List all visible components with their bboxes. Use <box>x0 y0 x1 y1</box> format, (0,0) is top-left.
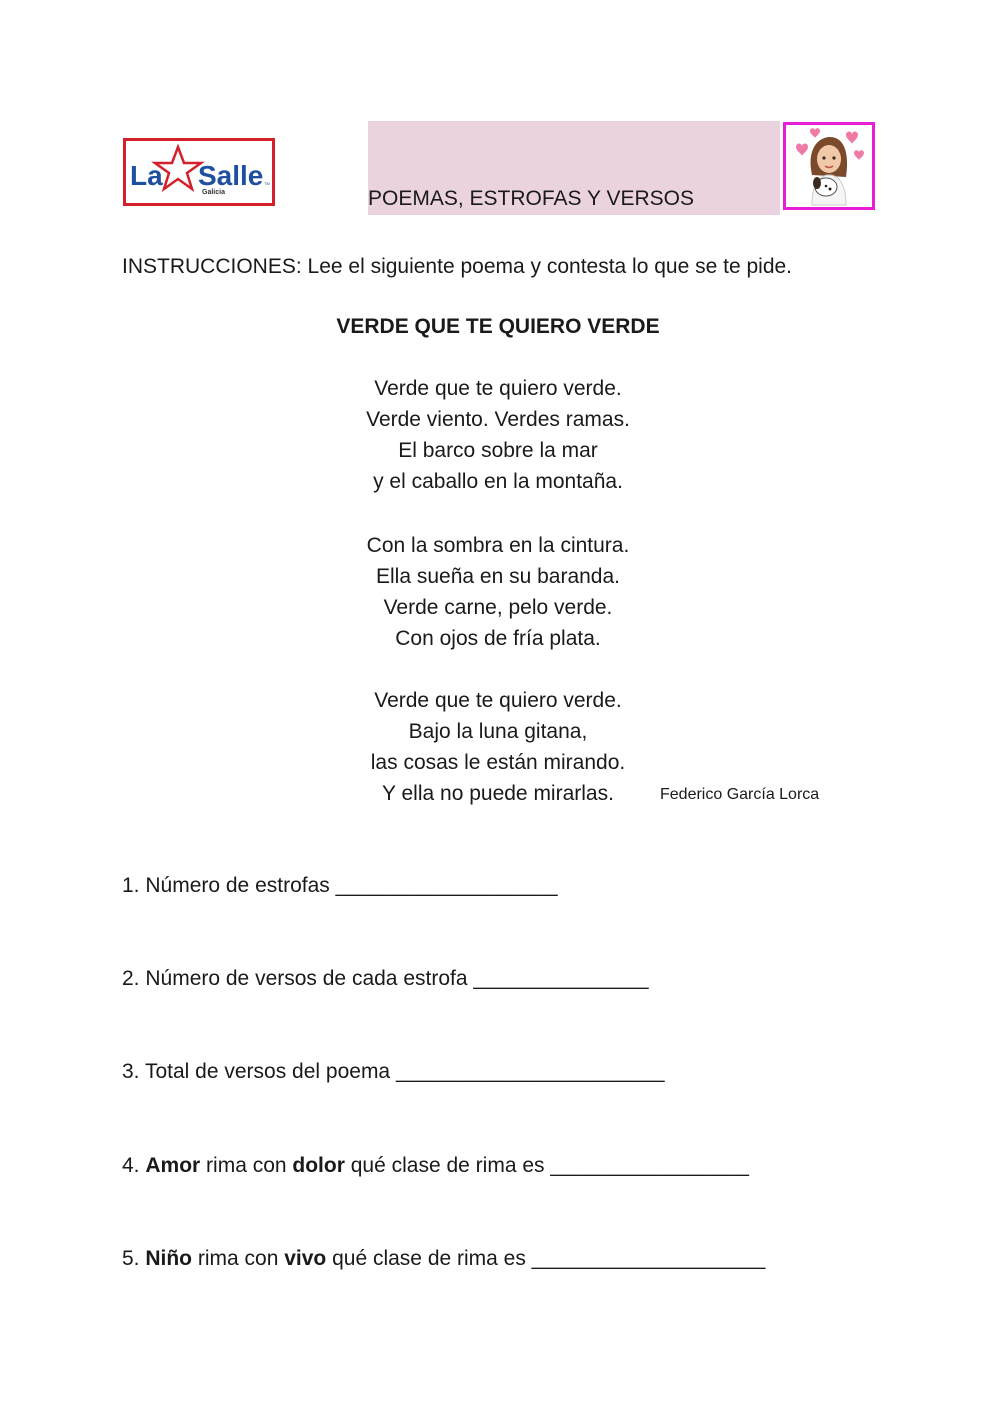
verse: Verde carne, pelo verde. <box>383 596 613 619</box>
question-3[interactable] <box>122 1060 665 1084</box>
header-band <box>368 121 780 215</box>
rhyme-word: Niño <box>145 1247 193 1270</box>
question-text: Número de versos de cada estrofa _______________ <box>139 967 649 990</box>
question-1[interactable] <box>122 874 558 898</box>
question-text: Total de versos del poema _______________________ <box>139 1060 665 1083</box>
stanza-3 <box>0 685 996 809</box>
question-number: 2. <box>122 967 140 990</box>
stanza-1 <box>0 373 996 497</box>
logo-word-left: La <box>130 160 163 191</box>
question-text: rima con <box>200 1154 293 1177</box>
avatar <box>783 122 875 210</box>
stanza-2 <box>0 530 996 654</box>
poem-author: Federico García Lorca <box>660 786 820 803</box>
question-number: 1. <box>122 874 140 897</box>
verse: y el caballo en la montaña. <box>373 470 623 493</box>
logo-subtitle: Galicia <box>202 189 225 196</box>
verse: Con ojos de fría plata. <box>395 627 601 650</box>
rhyme-word: Amor <box>145 1154 201 1177</box>
verse: El barco sobre la mar <box>398 439 598 462</box>
question-number: 3. <box>122 1060 140 1083</box>
verse: Con la sombra en la cintura. <box>366 534 630 557</box>
question-5[interactable] <box>122 1247 765 1271</box>
question-4[interactable] <box>122 1154 749 1178</box>
rhyme-word: vivo <box>284 1247 327 1270</box>
question-number: 5. <box>122 1247 140 1270</box>
verse: Verde que te quiero verde. <box>374 689 622 712</box>
verse: las cosas le están mirando. <box>370 751 626 774</box>
verse: Ella sueña en su baranda. <box>375 565 620 588</box>
verse: Verde viento. Verdes ramas. <box>366 408 630 431</box>
instructions: INSTRUCCIONES: Lee el siguiente poema y contesta lo que se te pide. <box>122 255 793 278</box>
page-title: POEMAS, ESTROFAS Y VERSOS <box>368 187 694 210</box>
question-text: rima con <box>192 1247 285 1270</box>
la-salle-logo <box>123 138 275 206</box>
question-text: Número de estrofas ___________________ <box>139 874 558 897</box>
verse: Verde que te quiero verde. <box>374 377 622 400</box>
poem-title: VERDE QUE TE QUIERO VERDE <box>336 315 660 338</box>
logo-trademark: TM <box>264 181 270 186</box>
verse: Y ella no puede mirarlas. <box>382 782 614 805</box>
star-logo-icon <box>126 141 272 203</box>
rhyme-word: dolor <box>292 1154 345 1177</box>
question-text: qué clase de rima es ____________________ <box>326 1247 766 1270</box>
verse: Bajo la luna gitana, <box>408 720 588 743</box>
question-text: qué clase de rima es _________________ <box>344 1154 749 1177</box>
question-2[interactable] <box>122 967 649 991</box>
girl-with-dog-avatar-icon <box>786 125 872 207</box>
question-number: 4. <box>122 1154 140 1177</box>
logo-word-right: Salle <box>198 160 264 191</box>
